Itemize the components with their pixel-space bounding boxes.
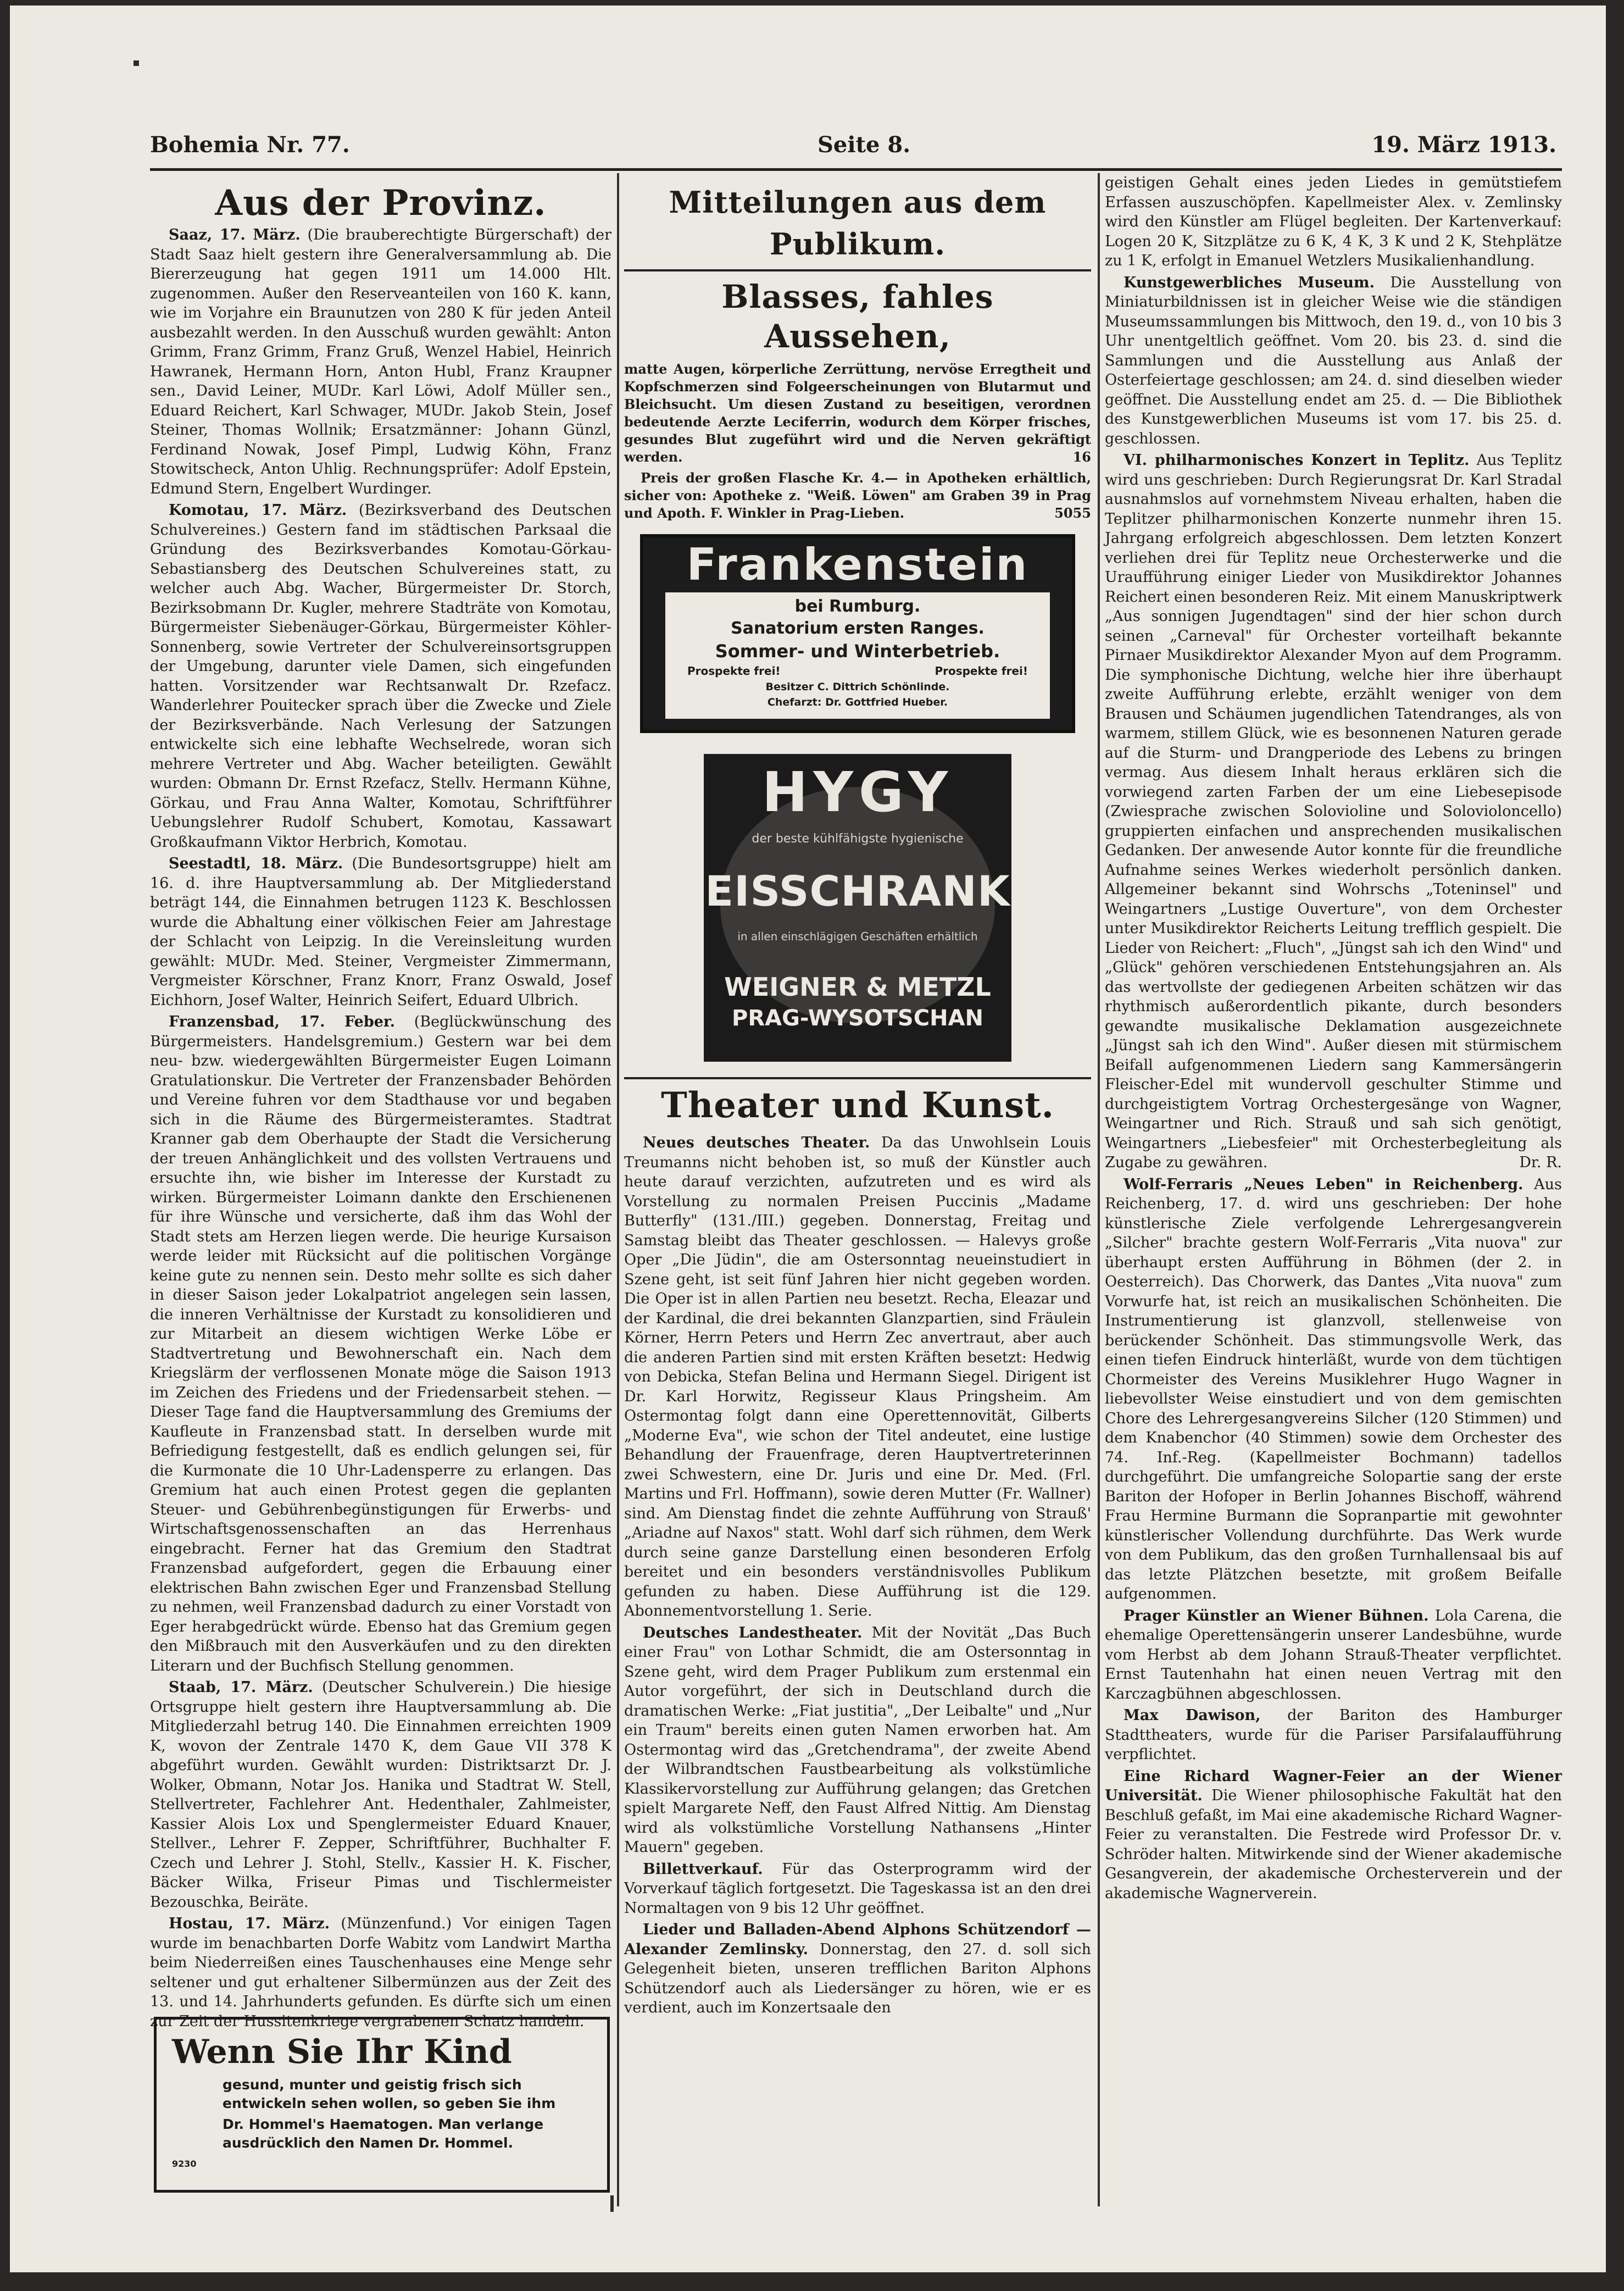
article-lead: Kunstgewerbliches Museum. — [1124, 274, 1375, 291]
ad-text-2: Dr. Hommel's Haematogen. Man verlange ausdrücklich den Namen Dr. Hommel. — [223, 2116, 544, 2151]
header-issue: Bohemia Nr. 77. — [150, 132, 350, 158]
article-paragraph — [150, 501, 611, 852]
ad-place: PRAG-WYSOTSCHAN — [732, 1006, 983, 1031]
article-signature: Dr. R. — [1519, 1154, 1562, 1171]
column-divider — [1098, 173, 1100, 2206]
column-publikum — [624, 181, 1091, 2220]
article-lead: Lieder und Balladen-Abend Alphons Schützendorf — Alexander Zemlinsky. — [624, 1921, 1091, 1958]
article-text: Mit der Novität „Das Buch einer Frau" von Lothar Schmidt, die am Ostersonntag in Szene geht, wird dem Prager Publikum zum erstenmal ein Autor vorgeführt, der sich in Deutschland durch die dramatischen Werke: „Fiat justitia", „Der Leibalte" und „Nur ein Traum" bereits einen guten Namen erworben hat. Am Ostermontag wird das „Gretchendrama", der zweite Abend der Wilbrandtschen Faustbearbeitung als volkstümliche Klassikervorstellung zur Aufführung gelangen; das Gretchen spielt Margarete Neff, den Faust Alfred Nittig. Am Dienstag wird als volkstümliche Vorstellung Nathansens „Hinter Mauern" gegeben. — [624, 1624, 1091, 1856]
article-text: (Bezirksverband des Deutschen Schulvereines.) Gestern fand im städtischen Parksaal die Gründung des Bezirksverbandes Komotau-Görkau-Sebastiansberg des Deutschen Schulvereines statt, zu welcher auch Abg. Wacher, Bürgermeister Dr. Storch, Bezirksobmann Dr. Kugler, mehrere Stadträte von Komotau, Bürgermeister Siebenäuger-Görkau, Bürgermeister Köhler-Sonnenberg, sowie Vertreter der Schulvereinsortsgruppen der Umgebung, darunter viele Damen, sich eingefunden hatten. Vorsitzender war Rechtsanwalt Dr. Rzefacz. Wanderlehrer Pouitecker sprach über die Zwecke und Ziele der Bezirksverbände. Nach Verlesung der Satzungen entwickelte sich eine lebhafte Wechselrede, woran sich mehrere Vertreter und Abg. Wacher beteiligten. Gewählt wurden: Obmann Dr. Ernst Rzefacz, Stellv. Hermann Kühne, Görkau, und Frau Anna Walter, Komotau, Schriftführer Uebungslehrer Rudolf Schubert, Komotau, Kassawart Großkaufmann Viktor Herbrich, Komotau. — [150, 502, 611, 851]
ad-maker: WEIGNER & METZL — [724, 972, 991, 1002]
article-text: Lola Carena, die ehemalige Operettensängerin unserer Landesbühne, wurde vom Herbst ab dem Johann Strauß-Theater verpflichtet. Ernst Tautenhahn hat einen neuen Vertrag mit den Karczagbühnen abgeschlossen. — [1105, 1607, 1562, 1702]
article-text: Da das Unwohlsein Louis Treumanns nicht behoben ist, so muß der Künstler auch heute darauf verzichten, aufzutreten und es wird als Vorstellung zu normalen Preisen Puccinis „Madame Butterfly" (131./III.) gegeben. Donnerstag, Freitag und Samstag bleibt das Theater geschlossen. — Halevys große Oper „Die Jüdin", die am Ostersonntag neueinstudiert in Szene geht, ist seit fünf Jahren hier nicht gegeben worden. Die Oper ist in allen Partien neu besetzt. Recha, Eleazar und der Kardinal, die drei bekannten Glanzpartien, sind Fräulein Körner, Herrn Peters und Herrn Zec anvertraut, aber auch die anderen Partien sind mit ersten Kräften besetzt: Hedwig von Debicka, Stefan Belina und Hermann Siegel. Dirigent ist Dr. Karl Horwitz, Regisseur Klaus Pringsheim. Am Ostermontag folgt dann eine Operettennovität, Gilberts „Moderne Eva", wie schon der Titel andeutet, eine lustige Behandlung der Frauenfrage, deren Hauptvertreterinnen zwei Schwestern, eine Dr. Juris und eine Dr. Med. (Frl. Martins und Frl. Hoffmann), sowie deren Mutter (Fr. Wallner) sind. Am Dienstag findet die zehnte Aufführung von Strauß' „Ariadne auf Naxos" statt. Wohl darf sich rühmen, dem Werk durch seine ganze Darstellung einen besonderen Erfolg bereitet und ein besonders verständnisvolles Publikum gefunden zu haben. Diese Aufführung ist die 129. Abonnementvorstellung 1. Serie. — [624, 1134, 1091, 1619]
hommel-ad — [154, 2017, 610, 2193]
ad-prospekt-left: Prospekte frei! — [687, 664, 781, 678]
ad-text: gesund, munter und geistig frisch sich entwickeln sehen wollen, so geben Sie ihm — [223, 2077, 556, 2111]
ad-owner: Besitzer C. Dittrich Schönlinde. — [765, 681, 950, 693]
article-lead: Max Dawison, — [1124, 1707, 1261, 1724]
article-paragraph — [150, 854, 611, 1010]
notice-heading: Blasses, fahles Aussehen, — [721, 278, 994, 355]
article-lead: Seestadtl, 18. März. — [169, 855, 343, 872]
ad-sub: der beste kühlfähigste hygienische — [752, 832, 964, 846]
article-lead: Eine Richard Wagner-Feier an der Wiener Universität. — [1105, 1767, 1562, 1804]
article-lead: Neues deutsches Theater. — [643, 1134, 870, 1151]
article-text: Die Wiener philosophische Fakultät hat den Beschluß gefaßt, im Mai eine akademische Richard Wagner-Feier zu veranstalten. Die Festrede wird Professor Dr. v. Schröder halten. Mitwirkende sind der Wiener akademische Gesangverein, der akademische Orchesterverein und der akademische Wagnerverein. — [1105, 1787, 1562, 1902]
article-text: (Deutscher Schulverein.) Die hiesige Ortsgruppe hielt gestern ihre Hauptversammlung ab. Die Mitgliederzahl betrug 140. Die Einnahmen erreichten 1909 K, wovon der Zentrale 1470 K, dem Gaue VII 378 K abgeführt wurden. Gewählt wurden: Distriktsarzt Dr. J. Wolker, Obmann, Notar Jos. Hanika und Stadtrat W. Stell, Stellvertreter, Fachlehrer Ant. Hedenthaler, Zahlmeister, Kassier Alois Lox und Spenglermeister Eduard Knauer, Stellver., Lehrer F. Zepper, Schriftführer, Buchhalter F. Czech und Lehrer J. Stohl, Stellv., Kassier H. K. Fischer, Bäcker Wilka, Friseur Pimas und Tischlermeister Bezouschka, Beiräte. — [150, 1679, 611, 1911]
article-lead: Staab, 17. März. — [169, 1679, 313, 1696]
article-text: (Münzenfund.) Vor einigen Tagen wurde im benachbarten Dorfe Wabitz vom Landwirt Martha beim Niederreißen eines Tauschenhauses eine Menge sehr seltener und gut erhaltener Silbermünzen aus der Zeit des 13. und 14. Jahrhunderts gefunden. Es dürfte sich um einen zur Zeit der Hussitenkriege vergrabenen Schatz handeln. — [150, 1915, 611, 2030]
header-page: Seite 8. — [817, 132, 911, 158]
ad-title: Wenn Sie Ihr Kind — [172, 2033, 512, 2071]
ad-line: Sanatorium ersten Ranges. — [731, 619, 985, 638]
article-paragraph — [1105, 1706, 1562, 1765]
article-paragraph — [150, 225, 611, 498]
article-text: (Beglückwünschung des Bürgermeisters. Handelsgremium.) Gestern war bei dem neu- bzw. wiedergewählten Bürgermeister Eugen Loimann Gratulationskur. Die Vertreter der Franzensbader Behörden und Vereine fuhren vor dem Stadthause vor und begaben sich in die Räume des Bürgermeisteramtes. Stadtrat Kranner gab dem Oberhaupte der Stadt die Versicherung der treuen Anhänglichkeit und des vollsten Vertrauens und ersuchte ihn, wie bisher im Interesse der Kurstadt zu wirken. Bürgermeister Loimann dankte den Erschienenen für ihre Wünsche und versicherte, daß ihm das Wohl der Stadt stets am Herzen liegen werde. Die heurige Kursaison werde leider mit Rücksicht auf die politischen Vorgänge keine gute zu nennen sein. Desto mehr sollte es sich daher in dieser Saison jeder Lokalpatriot angelegen sein lassen, die inneren Verhältnisse der Kurstadt zu konsolidieren und zur Mitarbeit an diesem wichtigen Werke Löbe er Stadtvertretung und Bewohnerschaft ein. Nach dem Kriegslärm der verflossenen Monate möge die Saison 1913 im Zeichen des Friedens und der Friedensarbeit stehen. — Dieser Tage fand die Hauptversammlung des Gremiums der Kaufleute in Franzensbad statt. In derselben wurde mit Befriedigung festgestellt, daß es endlich gelungen sei, für die Kurmonate die 10 Uhr-Ladensperre zu erlangen. Das Gremium hat auch einen Protest gegen die geplanten Steuer- und Gebührenbegünstigungen für Erwerbs- und Wirtschaftsgenossenschaften an das Herrenhaus eingebracht. Ferner hat das Gremium den Stadtrat Franzensbad aufgefordert, gegen die Erbauung einer elektrischen Bahn zwischen Eger und Franzensbad Stellung zu nehmen, weil Franzensbad dadurch zu einer Vorstadt von Eger herabgedrückt würde. Ebenso hat das Gremium gegen den Mißbrauch mit den Ausverkäufen und zu den direkten Literarn und der Buchfisch Stellung genommen. — [150, 1013, 611, 1674]
article-text: Für das Osterprogramm wird der Vorverkauf täglich fortgesetzt. Die Tageskassa ist an den drei Normaltagen von 9 bis 12 Uhr geöffnet. — [624, 1860, 1091, 1917]
notice-text: matte Augen, körperliche Zerrüttung, nervöse Erregtheit und Kopfschmerzen sind Folgeerscheinungen von Blutarmut und Bleichsucht. Um diesen Zustand zu beseitigen, verordnen bedeutende Aerzte Leciferrin, wodurch dem Körper frisches, gesundes Blut zugeführt wird und die Nerven gekräftigt werden. 16 — [624, 361, 1091, 465]
article-list — [1105, 173, 1562, 1903]
ad-main: EISSCHRANK — [705, 867, 1010, 916]
header-rule — [150, 168, 1562, 171]
article-lead: Wolf-Ferraris „Neues Leben" in Reichenberg. — [1124, 1175, 1523, 1193]
newspaper-page — [10, 5, 1606, 2272]
ad-title: Frankenstein — [686, 539, 1029, 590]
ad-prospekt-row — [665, 663, 1050, 679]
article-text: Die Ausstellung von Miniaturbildnissen ist in gleicher Weise wie die ständigen Museumssammlungen bis Mittwoch, den 19. d., von 10 bis 3 Uhr unentgeltlich geöffnet. Vom 20. bis 23. d. sind die Sammlungen und die Ausstellung aus Anlaß der Osterfeiertage geschlossen; am 24. d. sind dieselben wieder geöffnet. Die Ausstellung endet am 25. d. — Die Bibliothek des Kunstgewerblichen Museums ist vom 17. bis 25. d. geschlossen. — [1105, 274, 1562, 447]
frankenstein-ad — [640, 534, 1075, 733]
article-list — [624, 1133, 1091, 2018]
ad-line: Sommer- und Winterbetrieb. — [715, 641, 1000, 662]
ad-location: bei Rumburg. — [794, 597, 921, 616]
article-text: Aus Reichenberg, 17. d. wird uns geschrieben: Der hohe künstlerische Ziele verfolgende Lehrergesangverein „Silcher" brachte gestern Wolf-Ferraris „Vita nuova" zur überhaupt ersten Aufführung in Böhmen (der 2. in Oesterreich). Das Chorwerk, das Dantes „Vita nuova" zum Vorwurfe hat, ist reich an musikalischen Schönheiten. Die Instrumentierung ist glanzvoll, stellenweise von berückender Schönheit. Das stimmungsvolle Werk, das einen tiefen Eindruck hinterläßt, wurde von dem tüchtigen Chormeister des Vereins Musiklehrer Hugo Wagner in liebevollster Weise einstudiert und von dem gemischten Chore des Lehrergesangvereins Silcher (120 Stimmen) und dem Knabenchor (40 Stimmen) sowie dem Orchester des 74. Inf.-Reg. (Kapellmeister Bochmann) tadellos durchgeführt. Die umfangreiche Solopartie sang der erste Bariton der Hofoper in Berlin Johannes Bischoff, während Frau Hermine Burmann die Sopranpartie mit gewohnter künstlerischer Vollendung durchführte. Das Werk wurde von dem Publikum, das den großen Turnhallensaal bis auf das letzte Plätzchen besetzte, mit großem Beifalle aufgenommen. — [1105, 1175, 1562, 1602]
ad-prospekt-right: Prospekte frei! — [935, 664, 1028, 678]
article-paragraph — [1105, 1606, 1562, 1704]
article-text: (Die brauberechtigte Bürgerschaft) der Stadt Saaz hielt gestern ihre Generalversammlung ab. Die Biererzeugung hat gegen 1911 um 14.000 Hlt. zugenommen. Außer den Reserveanteilen von 160 K. kann, wie im Vorjahre ein Braunutzen von 280 K für jeden Anteil ausbezahlt werden. In den Ausschuß wurden gewählt: Anton Grimm, Franz Grimm, Franz Gruß, Wenzel Habiel, Heinrich Hawranek, Hermann Horn, Anton Hubl, Franz Kraupner sen., David Leiner, MUDr. Karl Löwi, Adolf Müller sen., Eduard Reichert, Karl Schwager, MUDr. Jakob Stein, Josef Steiner, Thomas Wollnik; Ersatzmänner: Johann Günzl, Ferdinand Nowak, Josef Pimpl, Ludwig Köhn, Franz Stowitscheck, Anton Uhlig. Rechnungsprüfer: Adolf Epstein, Edmund Stern, Engelbert Wurdinger. — [150, 226, 611, 497]
article-text: der Bariton des Hamburger Stadttheaters, wurde für die Pariser Parsifalaufführung verpflichtet. — [1105, 1707, 1562, 1763]
section-heading: Aus der Provinz. — [215, 182, 547, 224]
section-heading: Mitteilungen aus dem Publikum. — [669, 185, 1047, 262]
page-header — [150, 132, 1556, 165]
article-text: geistigen Gehalt eines jeden Liedes in gemütstiefem Erfassen auszuschöpfen. Kapellmeister Alex. v. Zemlinsky wird den Künstler am Flügel begleiten. Der Kartenverkauf: Logen 20 K, Sitzplätze zu 6 K, 4 K, 3 K und 2 K, Stehplätze zu 1 K, erfolgt in Emanuel Wetzlers Musikalienhandlung. — [1105, 174, 1562, 269]
article-lead: Deutsches Landestheater. — [643, 1624, 863, 1641]
article-lead: Hostau, 17. März. — [169, 1915, 330, 1932]
article-paragraph — [150, 1914, 611, 2031]
article-paragraph — [624, 1133, 1091, 1621]
rule — [624, 1077, 1091, 1079]
article-lead: Billettverkauf. — [643, 1860, 763, 1878]
notice-price: Preis der großen Flasche Kr. 4.— in Apotheken erhältlich, sicher von: Apotheke z. "Weiß. Löwen" am Graben 39 in Prag und Apoth. F. Winkler in Prag-Lieben. 5055 — [624, 470, 1091, 521]
article-paragraph — [1105, 273, 1562, 449]
ad-small: in allen einschlägigen Geschäften erhältlich — [737, 930, 978, 943]
article-paragraph — [1105, 1175, 1562, 1604]
section-heading: Theater und Kunst. — [661, 1085, 1054, 1126]
article-paragraph — [150, 1012, 611, 1676]
column-divider — [617, 173, 619, 2206]
article-paragraph — [1105, 173, 1562, 271]
article-lead: VI. philharmonisches Konzert in Teplitz. — [1124, 452, 1470, 469]
article-paragraph — [1105, 1767, 1562, 1904]
article-paragraph — [1105, 451, 1562, 1173]
page-mark — [610, 2195, 614, 2212]
ad-title: HYGY — [761, 760, 954, 824]
article-paragraph — [150, 1678, 611, 1912]
article-text: Aus Teplitz wird uns geschrieben: Durch Regierungsrat Dr. Karl Stradal ausnahmslos auf vornehmstem Niveau erhalten, haben die Teplitzer philharmonischen Konzerte nunmehr ihren 15. Jahrgang erfolgreich abgeschlossen. Dem letzten Konzert verliehen drei für Teplitz neue Orchesterwerke und die Uraufführung einiger Lieder von Musikdirektor Johannes Reichert einen besonderen Reiz. Mit einem Manuskriptwerk „Aus sonnigen Jugendtagen" sind der hier schon durch seinen „Carneval" für Orchester vorteilhaft bekannte Pirnaer Musikdirektor Alexander Myon auf dem Programm. Die symphonische Dichtung, welche hier ihre überhaupt zweite Aufführung erlebte, erzählt weniger von dem Brausen und Schäumen jugendlichen Tatendranges, als von warmem, stillem Glück, wie es besonnenen Naturen gerade auf die Sturm- und Drangperiode des Lebens zu bringen vermag. Aus diesem Inhalt heraus erklären sich die vorwiegend zarten Farben der um eine Liebesepisode (Zwiesprache zwischen Solovioline und Solovioloncello) gruppierten einfachen und ansprechenden musikalischen Gedanken. Der anwesende Autor konnte für die freundliche Aufnahme seines Werkes wiederholt persönlich danken. Allgemeiner bekannt sind Wohrschs „Toteninsel" und Weingartners „Lustige Ouverture", von dem Orchester unter Musikdirektor Reicherts Leitung trefflich gespielt. Die Lieder von Reichert: „Fluch", „Jüngst sah ich den Wind" und „Glück" gehören verschiedenen Entstehungsjahren an. Als das wertvollste der gediegenen Arbeiten schätzen wir das rhythmisch außerordentlich pikante, durch besonders gewandte musikalische Deklamation ausgezeichnete „Jüngst sah ich den Wind". Außer diesen mit stürmischem Beifall aufgenommenen Liedern sang Kammersängerin Fleischer-Edel mit wundervoll geschulter Stimme und durchgeistigtem Vortrag Orchestergesänge von Wagner, Weingartner und Rich. Strauß und sah sich genötigt, Weingartners „Liebesfeier" mit Orchesterbegleitung als Zugabe zu gewähren. — [1105, 452, 1562, 1171]
header-date: 19. März 1913. — [1371, 132, 1556, 158]
column-kunst — [1105, 173, 1562, 2223]
article-lead: Komotau, 17. März. — [169, 502, 347, 519]
article-paragraph — [624, 1623, 1091, 1857]
article-lead: Prager Künstler an Wiener Bühnen. — [1124, 1607, 1429, 1624]
article-lead: Saaz, 17. März. — [169, 226, 301, 243]
page-mark — [134, 60, 139, 66]
ad-panel — [665, 592, 1050, 719]
ad-code: 9230 — [172, 2159, 197, 2169]
article-lead: Franzensbad, 17. Feber. — [169, 1013, 396, 1030]
article-paragraph — [624, 1860, 1091, 1918]
article-paragraph — [624, 1920, 1091, 2018]
hygy-ad — [704, 754, 1011, 1062]
ad-doctor: Chefarzt: Dr. Gottfried Hueber. — [767, 696, 948, 708]
rule — [624, 269, 1091, 271]
article-list — [150, 225, 611, 2031]
article-text: (Die Bundesortsgruppe) hielt am 16. d. ihre Hauptversammlung ab. Der Mitgliederstand beträgt 144, die Einnahmen betrugen 1123 K. Beschlossen wurde die Abhaltung einer völkischen Feier am Jahrestage der Schlacht von Leipzig. In die Vereinsleitung wurden gewählt: MUDr. Med. Steiner, Vergmeister Zimmermann, Vergmeister Körschner, Franz Knorr, Franz Oswald, Josef Eichhorn, Josef Walter, Heinrich Seifert, Eduard Ulbrich. — [150, 855, 611, 1009]
column-provinz — [150, 181, 611, 2030]
article-text: Donnerstag, den 27. d. soll sich Gelegenheit bieten, unseren trefflichen Bariton Alphons Schützendorf auch als Liedersänger zu hören, wie er es verdient, auch im Konzertsaale den — [624, 1940, 1091, 2016]
